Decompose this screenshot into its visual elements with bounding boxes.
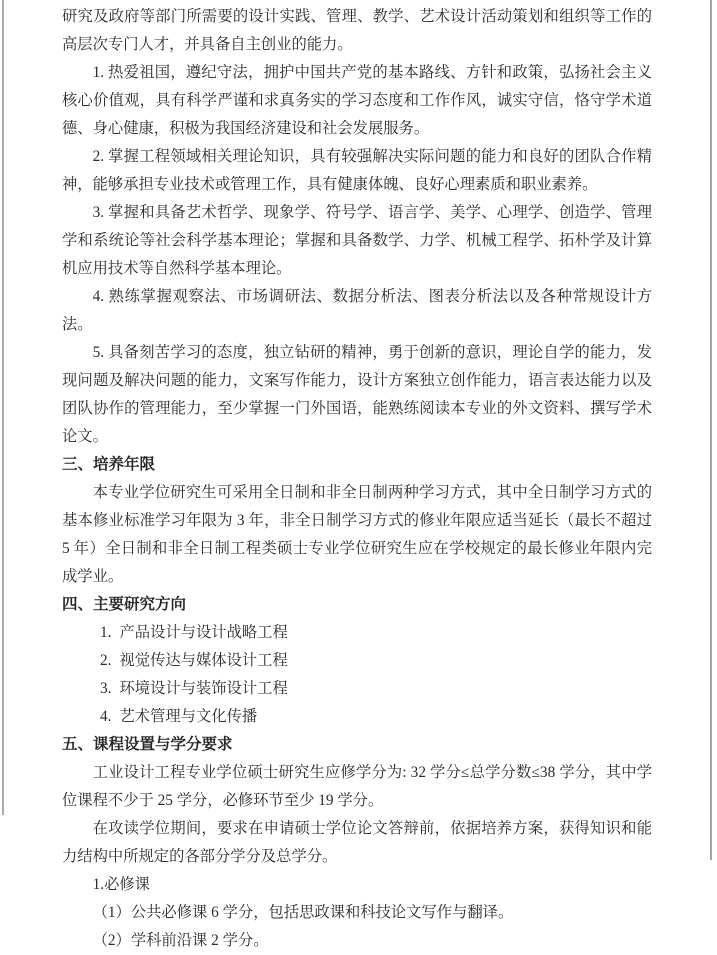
list-item-label: 视觉传达与媒体设计工程 bbox=[119, 652, 288, 669]
section-heading-courses-credits: 五、课程设置与学分要求 bbox=[62, 736, 233, 753]
goal-paragraph-5: 5. 具备刻苦学习的态度，独立钻研的精神，勇于创新的意识，理论自学的能力，发现问题及解决问题的能力，文案写作能力，设计方案独立创作能力，语言表达能力以及团队协作的管理能力，至少掌握一门外国语，能熟练阅读本专业的外文资料、撰写学术论文。 bbox=[62, 344, 652, 445]
research-direction-item bbox=[62, 647, 652, 675]
list-item-number: 1. bbox=[100, 624, 112, 641]
goal-paragraph-2: 2. 掌握工程领域相关理论知识，具有较强解决实际问题的能力和良好的团队合作精神，能够承担专业技术或管理工作，具有健康体魄、良好心理素质和职业素养。 bbox=[62, 148, 652, 193]
credits-requirement-paragraph: 工业设计工程专业学位硕士研究生应修学分为: 32 学分≤总学分数≤38 学分，其中学位课程不少于 25 学分，必修环节至少 19 学分。 bbox=[62, 764, 652, 809]
document-content bbox=[62, 3, 652, 955]
list-item-number: 4. bbox=[100, 708, 112, 725]
list-item-number: 3. bbox=[100, 680, 112, 697]
research-direction-item bbox=[62, 703, 652, 731]
training-period-paragraph: 本专业学位研究生可采用全日制和非全日制两种学习方式，其中全日制学习方式的基本修业标准学习年限为 3 年，非全日制学习方式的修业年限应适当延长（最长不超过 5 年）全日制和非全日制工程类硕士专业学位研究生应在学校规定的最长修业年限内完成学业。 bbox=[62, 484, 652, 585]
list-item-label: 环境设计与装饰设计工程 bbox=[119, 680, 288, 697]
page-right-edge-line bbox=[710, 0, 712, 860]
goal-paragraph-3: 3. 掌握和具备艺术哲学、现象学、符号学、语言学、美学、心理学、创造学、管理学和系统论等社会科学基本理论；掌握和具备数学、力学、机械工程学、拓朴学及计算机应用技术等自然科学基本理论。 bbox=[62, 204, 652, 277]
research-direction-item bbox=[62, 619, 652, 647]
required-course-item-2: （2）学科前沿课 2 学分。 bbox=[92, 932, 269, 949]
research-direction-item bbox=[62, 675, 652, 703]
goal-paragraph-1: 1. 热爱祖国，遵纪守法，拥护中国共产党的基本路线、方针和政策，弘扬社会主义核心价值观，具有科学严谨和求真务实的学习态度和工作作风，诚实守信，恪守学术道德、身心健康，积极为我国经济建设和社会发展服务。 bbox=[62, 64, 652, 137]
page-left-edge-line bbox=[2, 0, 4, 815]
intro-continuation-paragraph: 研究及政府等部门所需要的设计实践、管理、教学、艺术设计活动策划和组织等工作的高层次专门人才，并具备自主创业的能力。 bbox=[62, 8, 652, 53]
section-heading-training-period: 三、培养年限 bbox=[62, 456, 156, 473]
required-courses-subtitle: 1.必修课 bbox=[92, 876, 150, 893]
list-item-label: 艺术管理与文化传播 bbox=[119, 708, 258, 725]
section-heading-research-directions: 四、主要研究方向 bbox=[62, 596, 187, 613]
degree-study-paragraph: 在攻读学位期间，要求在申请硕士学位论文答辩前，依据培养方案，获得知识和能力结构中所规定的各部分学分及总学分。 bbox=[62, 820, 652, 865]
required-course-item-1: （1）公共必修课 6 学分，包括思政课和科技论文写作与翻译。 bbox=[92, 904, 514, 921]
goal-paragraph-4: 4. 熟练掌握观察法、市场调研法、数据分析法、图表分析法以及各种常规设计方法。 bbox=[62, 288, 652, 333]
list-item-number: 2. bbox=[100, 652, 112, 669]
list-item-label: 产品设计与设计战略工程 bbox=[119, 624, 288, 641]
